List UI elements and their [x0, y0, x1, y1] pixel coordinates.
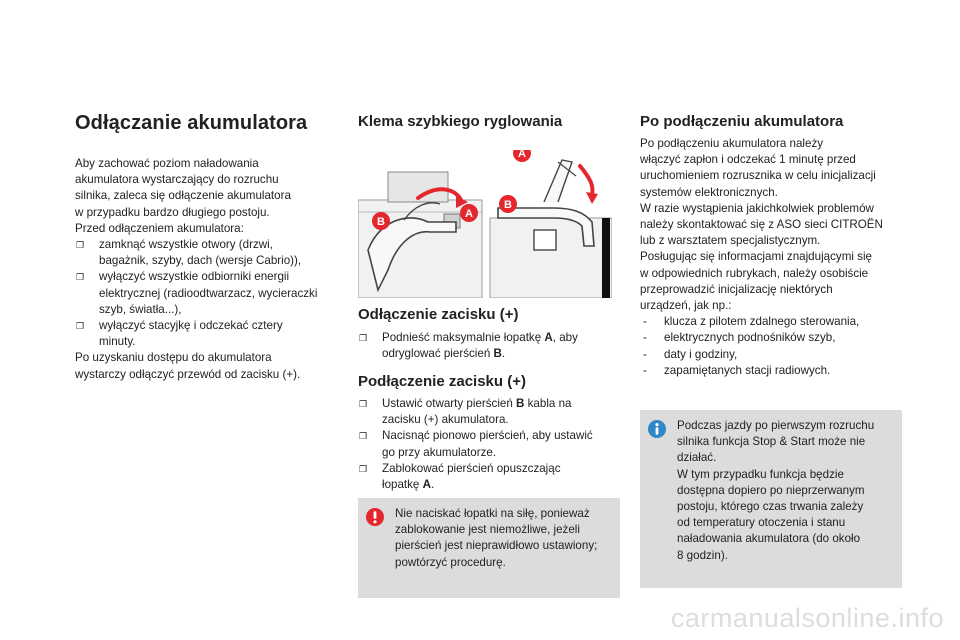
after-connection-text: Po podłączeniu akumulatora należy włączyć zapłon i odczekać 1 minutę przed uruchomieniem rozrusznika w celu inicjalizacji systemów elektronicznych. W razie wystąpienia jakichkolwiek problemów należy skontaktować się z ASO sieci CITROËN lub z warsztatem specjalistycznym. Posługując się informacjami znajdującymi się w odpowiednich rubrykach, należy osobiście przeprowadzić inicjalizację niektórych urządzeń, jak np.: - klucza z pilotem zdalnego sterowania, - elektrycznych podnośników szyb, - daty i godziny, - zapamiętanych stacji radiowych.	[640, 136, 910, 379]
outro-line: Po uzyskaniu dostępu do akumulatora	[75, 351, 272, 365]
warning-box	[358, 498, 620, 598]
info-icon	[648, 420, 666, 438]
intro-line: w przypadku bardzo długiego postoju.	[75, 205, 270, 219]
label-a: A	[465, 208, 473, 220]
label-b: B	[377, 216, 385, 228]
list-item: ❒ wyłączyć stacyjkę i odczekać cztery minuty.	[75, 318, 340, 350]
list-item: ❒ Zablokować pierścień opuszczając łopatkę A.	[358, 461, 620, 493]
battery-clamp-illustration	[358, 150, 612, 298]
list-item: ❒ wyłączyć wszystkie odbiorniki energii elektrycznej (radioodtwarzacz, wycieraczki szyb, światła...),	[75, 269, 340, 318]
right-panel	[490, 150, 612, 298]
connect-steps	[358, 396, 620, 493]
list-item: - daty i godziny,	[640, 347, 910, 363]
list-item: - elektrycznych podnośników szyb,	[640, 330, 910, 346]
list-item: - klucza z pilotem zdalnego sterowania,	[640, 314, 910, 330]
list-item: ❒ Nacisnąć pionowo pierścień, aby ustawić go przy akumulatorze.	[358, 428, 620, 460]
page-title: Odłączanie akumulatora	[75, 112, 308, 134]
warning-text: Nie naciskać łopatki na siłę, ponieważ zablokowanie jest niemożliwe, jeżeli pierścień jest nieprawidłowo ustawiony; powtórzyć procedurę.	[395, 507, 598, 569]
reinit-list	[640, 314, 910, 379]
watermark: carmanualsonline.info	[670, 603, 944, 633]
section-title-connect: Podłączenie zacisku (+)	[358, 373, 526, 390]
label-a: A	[518, 150, 526, 160]
info-text: Podczas jazdy po pierwszym rozruchu silnika funkcja Stop & Start może nie działać. W tym przypadku funkcja będzie dostępna dopiero po nieprzerwanym postoju, którego czas trwania zależy od temperatury otoczenia i stanu naładowania akumulatora (do około 8 godzin).	[677, 419, 875, 562]
outro-line: wystarczy odłączyć przewód od zacisku (+).	[75, 367, 301, 381]
list-item: ❒ Podnieść maksymalnie łopatkę A, aby odryglować pierścień B.	[358, 330, 620, 362]
section-title-quick-clamp: Klema szybkiego ryglowania	[358, 113, 563, 130]
intro-text	[75, 156, 340, 383]
precaution-list	[75, 237, 340, 350]
disconnect-steps	[358, 330, 620, 362]
list-item: - zapamiętanych stacji radiowych.	[640, 363, 910, 379]
section-title-disconnect: Odłączenie zacisku (+)	[358, 306, 519, 323]
intro-line: Przed odłączeniem akumulatora:	[75, 221, 244, 235]
section-title-after-connection: Po podłączeniu akumulatora	[640, 113, 844, 130]
label-b: B	[504, 199, 512, 211]
warning-icon	[366, 508, 384, 526]
intro-line: akumulatora wystarczający do rozruchu	[75, 173, 279, 187]
list-item: ❒ zamknąć wszystkie otwory (drzwi, bagażnik, szyby, dach (wersje Cabrio)),	[75, 237, 340, 269]
list-item: ❒ Ustawić otwarty pierścień B kabla na zacisku (+) akumulatora.	[358, 396, 620, 428]
left-panel	[358, 170, 482, 298]
info-box	[640, 410, 902, 588]
intro-line: Aby zachować poziom naładowania	[75, 157, 259, 170]
intro-line: silnika, zaleca się odłączenie akumulatora	[75, 189, 291, 203]
